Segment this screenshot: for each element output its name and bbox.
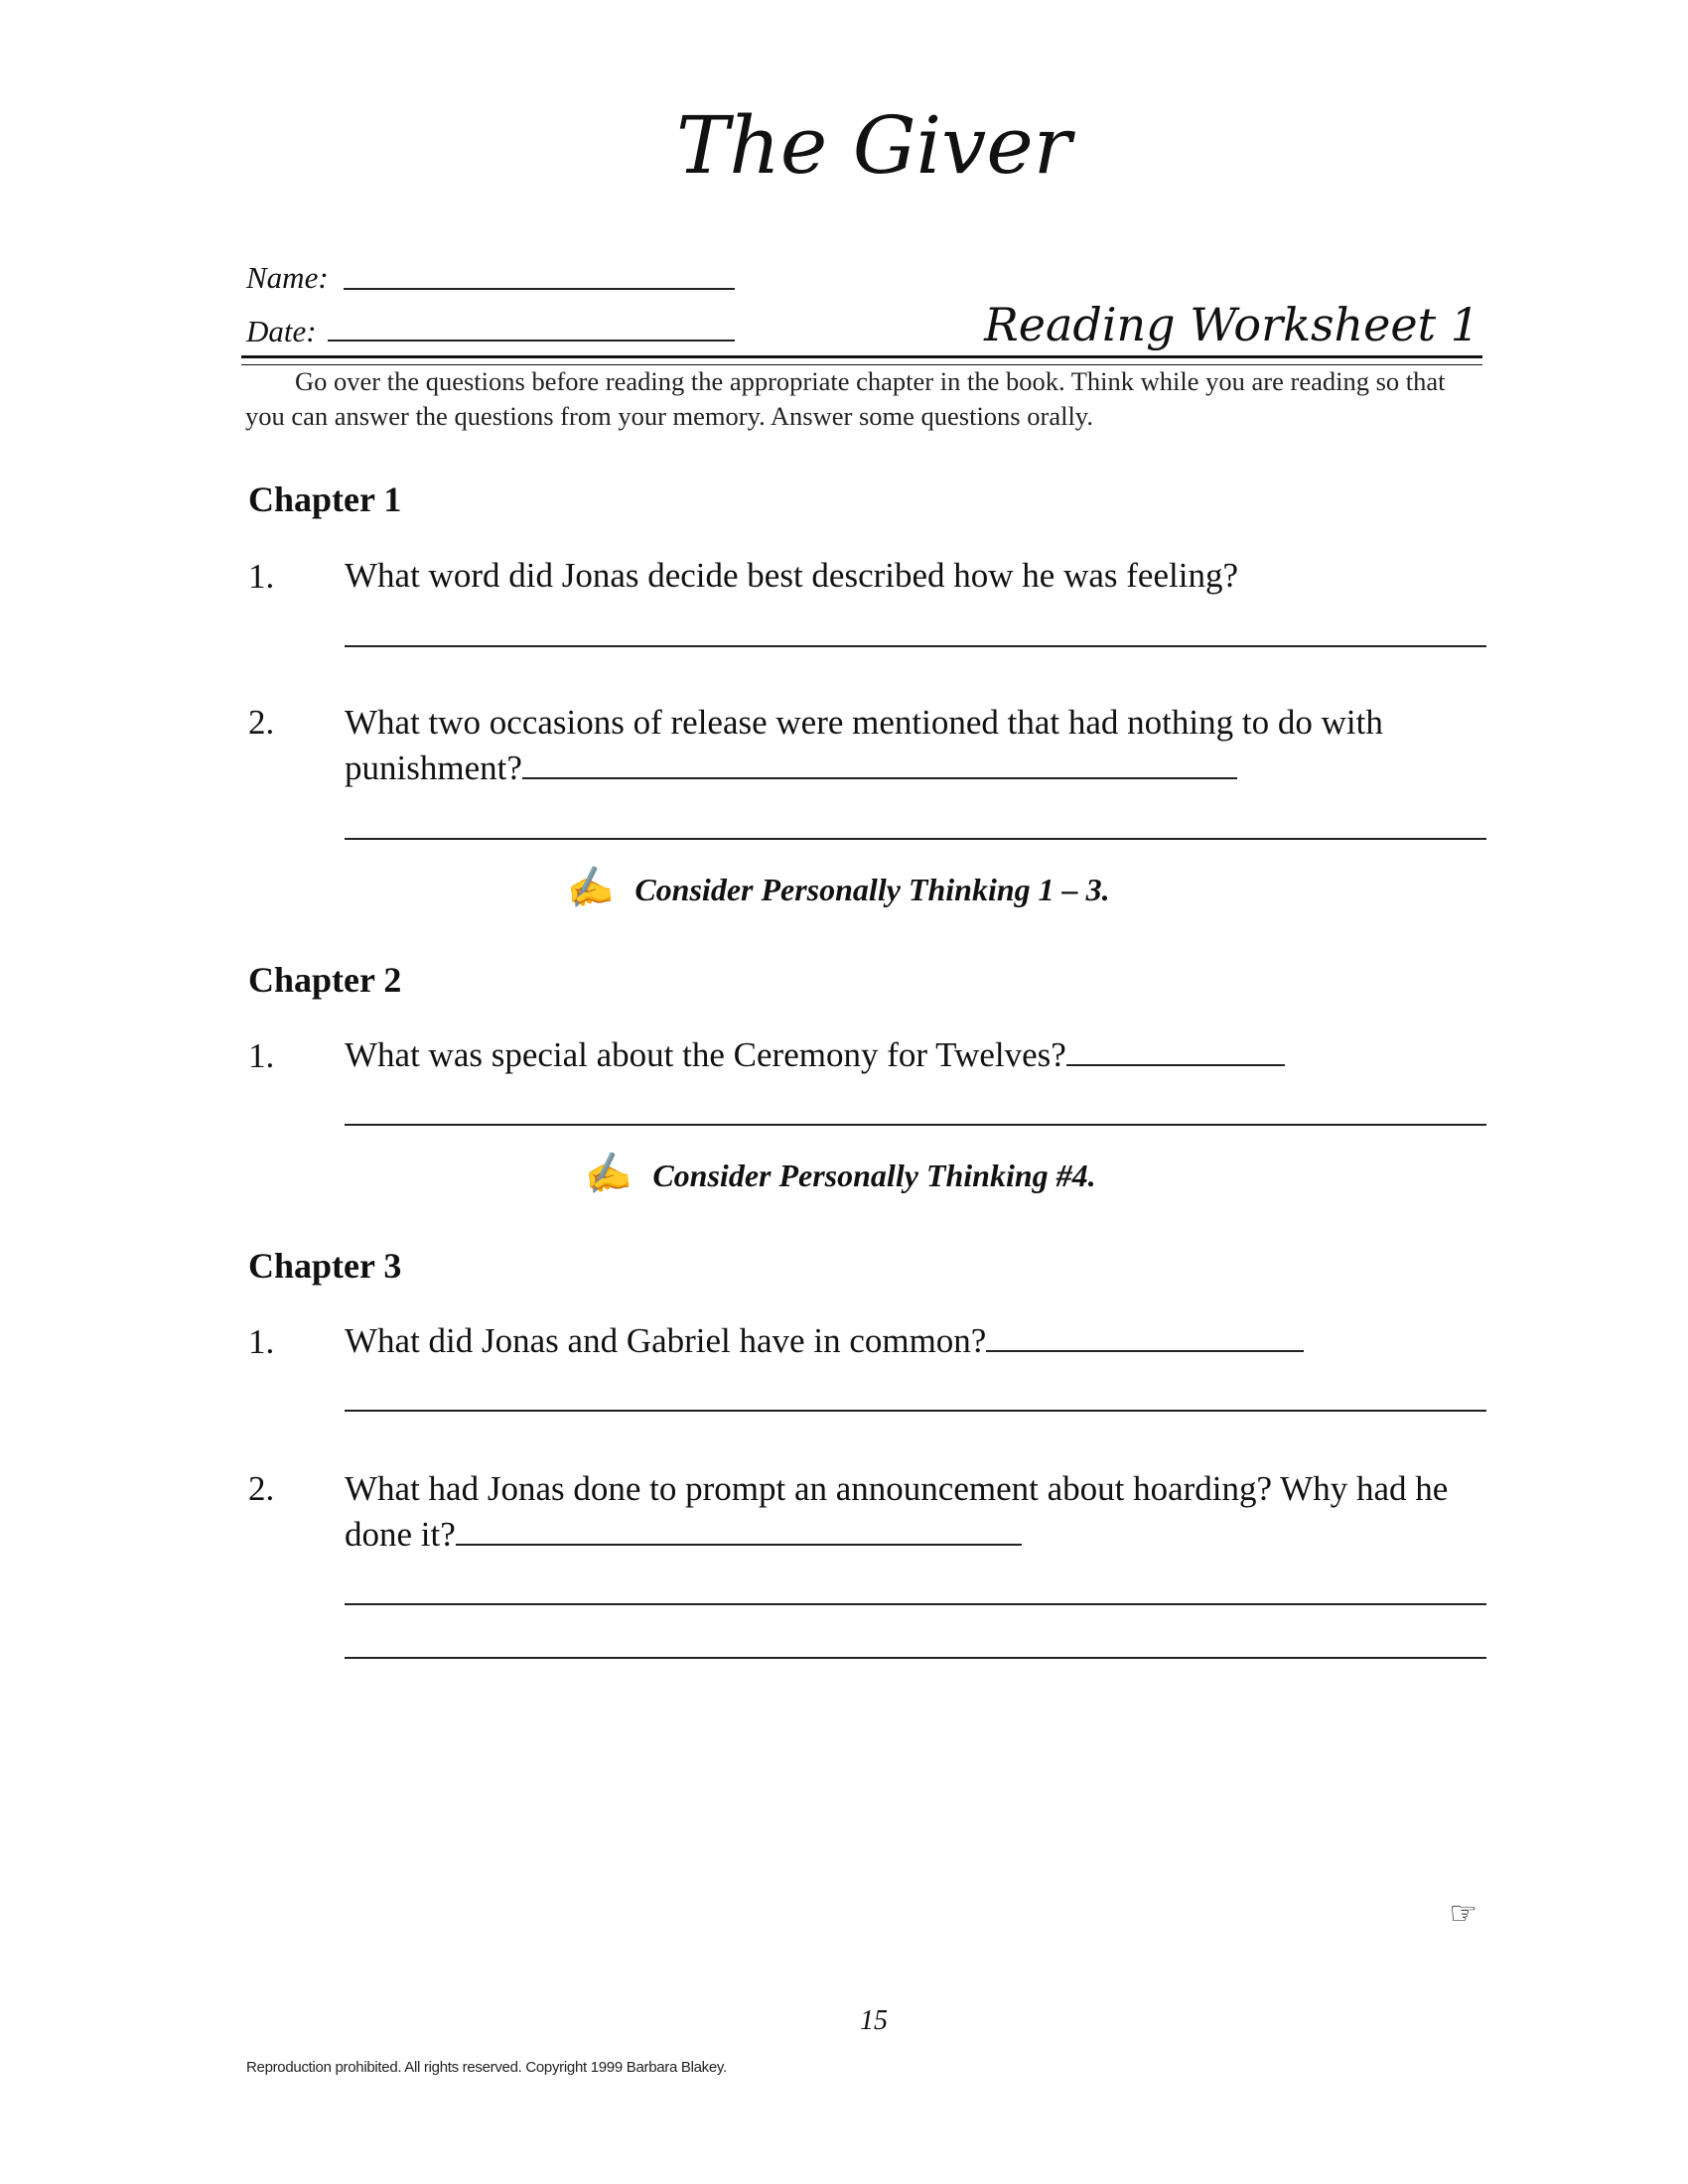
answer-line[interactable]: [345, 1124, 1486, 1126]
question-text-content: What was special about the Ceremony for Twelves?: [345, 1035, 1066, 1074]
instructions-text: Go over the questions before reading the appropriate chapter in the book. Think while you are reading so that you can answer the questions from your memory. Answer some questions orally.: [245, 366, 1446, 431]
question-text: What word did Jonas decide best described how he was feeling?: [345, 556, 1238, 595]
date-label: Date:: [246, 314, 317, 348]
question-text-content: What did Jonas and Gabriel have in common?: [345, 1321, 987, 1360]
consider-note: [562, 864, 1110, 913]
answer-line[interactable]: [345, 838, 1486, 840]
answer-line[interactable]: [986, 1350, 1304, 1352]
answer-line[interactable]: [345, 1410, 1486, 1412]
question-text: [345, 1032, 1486, 1078]
question-text: [345, 1466, 1486, 1558]
answer-line[interactable]: [345, 1657, 1486, 1659]
consider-note: [580, 1150, 1096, 1199]
pointing-hand-icon: ☞: [1449, 1895, 1477, 1931]
page-title: The Giver: [676, 99, 1071, 192]
consider-text: Consider Personally Thinking #4.: [652, 1158, 1096, 1193]
answer-line[interactable]: [456, 1544, 1022, 1546]
consider-text: Consider Personally Thinking 1 – 3.: [634, 872, 1110, 907]
chapter-2-heading: Chapter 2: [248, 960, 402, 1000]
question-number: 2.: [248, 1469, 275, 1508]
question-number: 2.: [248, 703, 275, 742]
chapter-1-heading: Chapter 1: [248, 479, 402, 519]
writing-hand-icon: ✍: [580, 1150, 634, 1199]
answer-line[interactable]: [345, 1603, 1486, 1605]
answer-line[interactable]: [345, 645, 1486, 647]
worksheet-title: Reading Worksheet 1: [984, 298, 1479, 351]
copyright-notice: Reproduction prohibited. All rights reserved. Copyright 1999 Barbara Blakey.: [246, 2059, 727, 2076]
answer-line[interactable]: [522, 777, 1237, 779]
question-text-content: What two occasions of release were mentioned that had nothing to do with punishment?: [345, 703, 1383, 787]
question-number: 1.: [248, 557, 275, 596]
question-number: 1.: [248, 1322, 275, 1361]
question-number: 1.: [248, 1036, 275, 1075]
question-text-content: What had Jonas done to prompt an announcement about hoarding? Why had he done it?: [345, 1469, 1449, 1554]
name-field[interactable]: [344, 288, 735, 290]
question-text: [345, 1318, 1486, 1364]
question-text: [345, 700, 1486, 791]
instructions: [245, 364, 1486, 434]
chapter-3-heading: Chapter 3: [248, 1246, 402, 1286]
date-field[interactable]: [328, 340, 735, 341]
answer-line[interactable]: [1066, 1064, 1285, 1066]
writing-hand-icon: ✍: [562, 864, 617, 913]
page-number: 15: [860, 2005, 888, 2036]
name-label: Name:: [246, 260, 329, 295]
